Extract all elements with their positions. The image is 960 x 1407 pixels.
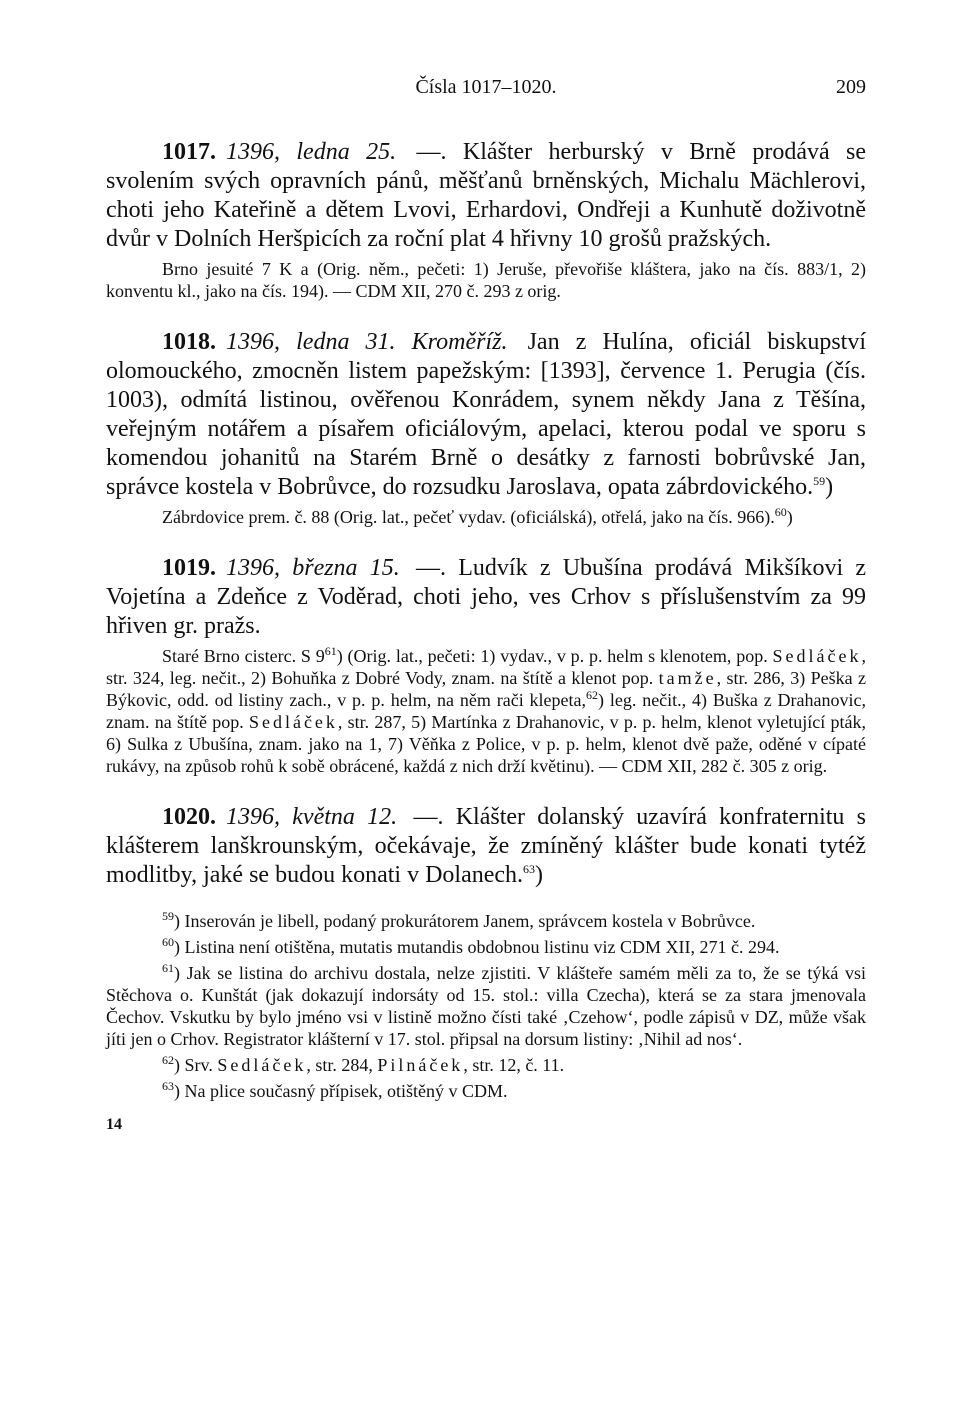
document-page	[106, 72, 866, 1134]
entry-text: Jan z Hulína, oficiál biskupství olomouckého, zmocněn listem papežským: [1393], července 1. Perugia (čís. 1003), odmítá listinou, ověřenou Konrádem, synem někdy Jana z Těšína, veřejným notářem a písařem oficiálovým, apelaci, kterou podal ve sporu s komendou johanitů na Starém Brně o desátky z farnosti bobrůvské Jan, správce kostela v Bobrůvce, do rozsudku Jaroslava, opata zábrdovického.	[106, 329, 867, 500]
page-number: 209	[836, 76, 866, 98]
entry-text: —. Klášter herburský v Brně prodává se svolením svých opravních pánů, měšťanů brněnských, Michalu Mächlerovi, choti jeho Kateřině a dětem Lvovi, Erhardovi, Ondřeji a Kunhutě doživotně dvůr v Dolních Heršpicích za roční plat 4 hřivny 10 grošů pražských.	[106, 139, 866, 252]
footnote: $^{60}$) Listina není otištěna, mutatis mutandis obdobnou listinu viz CDM XII, 271 č. 294.	[162, 935, 780, 957]
footnote: $^{63}$) Na plice současný přípisek, otištěný v CDM.	[162, 1079, 508, 1101]
entry-number: 1018.	[162, 329, 216, 355]
spaced-name: Sedláček	[248, 712, 338, 732]
footnote-ref[interactable]: 61	[324, 644, 337, 658]
entry-text: —. Klášter dolanský uzavírá konfraternitu s klášterem lanškrounským, očekávaje, že zmíněný klášter bude konati tytéž modlitby, jaké se budou konati v Dolanech.	[106, 804, 867, 888]
entry-note: Staré Brno cisterc. S $9^{61}$) (Orig. lat., pečeti: 1) vydav., v p. p. helm s klenotem, pop. Sedláček, str. 324, leg. nečit., 2) Bohuňka z Dobré Vody, znam. na štítě a klenot pop. tamže, str. 286, 3) Peška z Býkovic, odd. od listiny zach., v p. p. helm, na něm rači klepeta,$^{62}$) leg. nečit., 4) Buška z Drahanovic, znam. na štítě pop. Sedláček, str. 287, 5) Martínka z Drahanovic, v p. p. helm, klenot vyletující pták, 6) Sulka z Ubušína, znam. jako na 1, 7) Věňka z Police, v p. p. helm, klenot dvě paže, oděné v cípaté rukávy, na způsob rohů k sobě obrácené, každá z nich drží květinu). — CDM XII, 282 č. 305 z orig.	[106, 644, 867, 776]
entry-note: Brno jesuité 7 K a (Orig. něm., pečeti: 1) Jeruše, převořiše kláštera, jako na čís. 883/1, 2) konventu kl., jako na čís. 194). — CDM XII, 270 č. 293 z orig.	[106, 259, 866, 301]
footnote: $^{62}$) Srv. Sedláček, str. 284, Pilnáček, str. 12, č. 11.	[162, 1053, 565, 1075]
footnote: $^{61}$) Jak se listina do archivu dostala, nelze zjistiti. V klášteře samém měli za to, že se týká vsi Stěchova o. Kunštát (jak dokazují indorsáty od 15. stol.: villa Czecha), která se za stara jmenovala Čechov. Vskutku by bylo jméno vsi v listině možno čísti také ‚Czehow‘, podle zápisů v DZ, může však jíti jen o Crhov. Registrator klášterní v 17. stol. připsal na dorsum listiny: ‚Nihil ad nos‘.	[106, 961, 866, 1049]
entry-text: —. Ludvík z Ubušína prodává Mikšíkovi z Vojetína a Zdeňce z Voděrad, choti jeho, ves Crhov s příslušenstvím za 99 hřiven gr. pražs.	[106, 555, 867, 639]
entry-note: Zábrdovice prem. č. 88 (Orig. lat., pečeť vydav. (oficiálská), otřelá, jako na čís. 966).	[162, 507, 775, 527]
footnotes	[106, 910, 866, 1102]
entry-1017	[106, 138, 866, 302]
entry-1019	[106, 554, 866, 777]
spaced-name: Sedláček	[772, 646, 862, 666]
entry-1020: 1020. 1396, května 12. —. Klášter dolanský uzavírá konfraternitu s klášterem lanškrounským, očekávaje, že zmíněný klášter bude konati tytéž modlitby, jaké se budou konati v Dolanech.$^{63}$)	[106, 804, 867, 888]
entry-date: 1396, ledna 25.	[226, 139, 397, 165]
entry-number: 1020.	[162, 804, 216, 830]
footnote-ref[interactable]: 62	[586, 688, 599, 702]
entry-number: 1019.	[162, 555, 216, 581]
footnote: $^{59}$) Inserován je libell, podaný prokurátorem Janem, správcem kostela v Bobrůvce.	[162, 909, 756, 931]
entry-date: 1396, května 12.	[226, 804, 398, 830]
header-title: Čísla 1017–1020.	[415, 76, 557, 98]
entry-number: 1017.	[162, 139, 216, 165]
footnote-ref[interactable]: 60	[774, 505, 787, 519]
running-header	[106, 72, 866, 112]
entry-1018: 1018. 1396, ledna 31. Kroměříž. Jan z Hulína, oficiál biskupství olomouckého, zmocněn listem papežským: [1393], července 1. Perugia (čís. 1003), odmítá listinou, ověřenou Konrádem, synem někdy Jana z Těšína, veřejným notářem a písařem oficiálovým, apelaci, kterou podal ve sporu s komendou johanitů na Starém Brně o desátky z farnosti bobrůvské Jan, správce kostela v Bobrůvce, do rozsudku Jaroslava, opata zábrdovického.$^{59}$) Zábrdovice prem. č. 88 (Orig. lat., pečeť vydav. (oficiálská), otřelá, jako na čís. 966).$^{60}$)	[106, 329, 867, 527]
printer-signature: 14	[106, 1116, 122, 1133]
footnote-ref[interactable]: 59	[813, 474, 826, 488]
footnote-ref[interactable]: 63	[523, 862, 536, 876]
spaced-name: tamže	[658, 668, 717, 688]
entry-date: 1396, března 15.	[226, 555, 400, 581]
entry-date: 1396, ledna 31. Kroměříž.	[226, 329, 508, 355]
